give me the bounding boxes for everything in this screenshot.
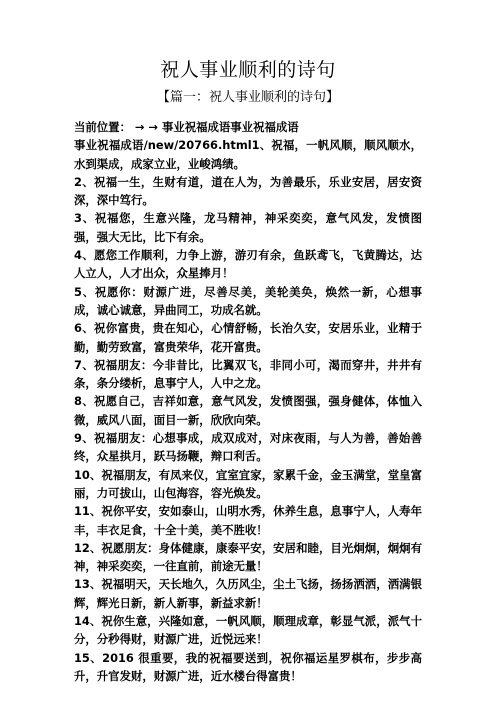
blessing-item-12: 12、祝愿朋友：身体健康，康泰平安，安居和睦，目光炯炯，炯炯有神，神采奕奕，一往直前，前途无量！ bbox=[74, 540, 422, 574]
blessing-item-11: 11、祝你平安，安如泰山，山明水秀，休养生息，息事宁人，人寿年丰，丰衣足食，十全十美，美不胜收！ bbox=[74, 504, 422, 537]
blessing-item-15: 15、2016 很重要，我的祝福要送到，祝你福运星罗棋布，步步高升，升官发财，财源广进，近水楼台得富贵！ bbox=[74, 650, 422, 683]
document-body bbox=[74, 118, 422, 685]
blessing-item-4: 4、愿您工作顺利，力争上游，游刃有余，鱼跃鸢飞，飞黄腾达，达人立人，人才出众，众星捧月！ bbox=[74, 248, 422, 281]
blessing-item-10: 10、祝福朋友，有凤来仪，宜室宜家，家累千金，金玉满堂，堂皇富丽，力可拔山，山包海容，容光焕发。 bbox=[74, 467, 422, 500]
blessing-item-5: 5、祝愿你：财源广进，尽善尽美，美轮美奂，焕然一新，心想事成，诚心诚意，异曲同工，功成名就。 bbox=[74, 284, 422, 317]
blessing-item-14: 14、祝你生意，兴隆如意，一帆风顺，顺理成章，彰显气派，派气十分，分秒得财，财源广进，近悦远来！ bbox=[74, 614, 422, 647]
section-heading: 【篇一：祝人事业顺利的诗句】 bbox=[156, 90, 339, 105]
blessing-item-3: 3、祝福您，生意兴隆，龙马精神，神采奕奕，意气风发，发愤图强，强大无比，比下有余。 bbox=[74, 211, 422, 244]
blessing-item-2: 2、祝福一生，生财有道，道在人为，为善最乐，乐业安居，居安资深，深中笃行。 bbox=[74, 174, 422, 208]
blessing-item-7: 7、祝福朋友：今非昔比，比翼双飞，非同小可，渴而穿井，井井有条，条分缕析，息事宁人，人中之龙。 bbox=[74, 357, 422, 391]
breadcrumb-line: 当前位置： → → 事业祝福成语事业祝福成语 bbox=[74, 120, 299, 134]
blessing-item-9: 9、祝福朋友：心想事成，成双成对，对床夜雨，与人为善，善始善终，众星拱月，跃马扬鞭，辩口利舌。 bbox=[74, 431, 422, 464]
blessing-item-6: 6、祝你富贵，贵在知心，心情舒畅，长治久安，安居乐业，业精于勤，勤劳致富，富贵荣华，花开富贵。 bbox=[74, 321, 422, 354]
blessing-item-13: 13、祝福明天，天长地久，久历风尘，尘土飞扬，扬扬洒洒，洒满银辉，辉光日新，新人新事，新益求新！ bbox=[74, 577, 422, 610]
document-title: 祝人事业顺利的诗句 bbox=[160, 59, 336, 81]
blessing-item-8: 8、祝愿自己，吉祥如意，意气风发，发愤图强，强身健体，体恤入微，威风八面，面目一新，欣欣向荣。 bbox=[74, 394, 422, 427]
blessing-item-1: 事业祝福成语/new/20766.html1、祝福，一帆风顺，顺风顺水，水到渠成，成家立业，业峻鸿绩。 bbox=[74, 138, 422, 171]
